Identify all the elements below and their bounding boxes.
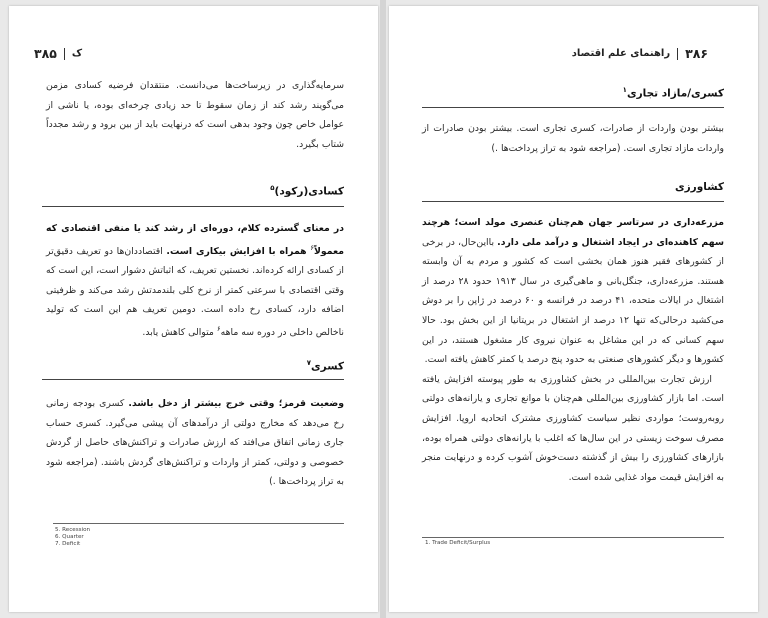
page-gutter <box>380 0 386 618</box>
page-number: ۳۸۶ <box>685 46 708 61</box>
heading-deficit: کسری$^۷$ <box>306 359 344 373</box>
left-page-header <box>34 46 82 61</box>
footnote-rule <box>53 523 344 524</box>
footnote: 1. Trade Deficit/Surplus <box>425 540 491 546</box>
footnote: 5. Recession <box>55 527 91 533</box>
intro-paragraph: سرمایه‌گذاری در زیرساخت‌ها می‌دانست. منتقدان فرضیه کسادی مزمن می‌گویند رشد کند از زمان سقوط تا حد زیادی چرخه‌ای بوده، یا ناشی از عوامل خاص چون وجود بدهی است که درنهایت باید از بین برود و رشد مجدداً شتاب بگیرد. <box>46 80 344 150</box>
trade-paragraph: بیشتر بودن واردات از صادرات، کسری تجاری است. بیشتر بودن صادرات از واردات مازاد تجاری است. (مراجعه شود به تراز پرداخت‌ها .) <box>422 123 724 154</box>
recession-paragraph: در معنای گسترده کلام، دوره‌ای از رشد کند یا منفی اقتصادی که معمولاً$^۶$ همراه با افزایش بیکاری است. اقتصاددان‌ها دو تعریف دقیق‌تر از کسادی ارائه کرده‌اند. نخستین تعریف، که اثباتش دشوار است، این است که وقتی اقتصادی با سرعتی کمتر از نرخ کلی بلندمدتش رشد می‌کند و ظرفیتی اضافه دارد، کسادی رخ داده است. دومین تعریف هم این است که تولید ناخالص داخلی در دوره سه ماهه$^۶$ متوالی کاهش یابد. <box>46 223 344 339</box>
deficit-paragraph: وضعیت قرمز؛ وقتی خرج بیشتر از دخل باشد. کسری بودجه زمانی رخ می‌دهد که مخارج دولتی از درآمدهای آن پیشی می‌گیرد. کسری حساب جاری زمانی اتفاق می‌افتد که ارزش صادرات و تراکنش‌های حاصل از گردش خصوصی و دولتی، کمتر از واردات و تراکنش‌های گردش باشند. (مراجعه شود به تراز پرداخت‌ها .) <box>46 398 344 488</box>
section-divider <box>42 379 344 380</box>
agriculture-paragraph: مزرعه‌داری در سرتاسر جهان هم‌چنان عنصری مولد است؛ هرچند سهم کاهنده‌ای در ایجاد اشتغال و درآمد ملی دارد. بااین‌حال، در برخی از کشورهای فقیر هنوز همان بخشی است که کشور و مردم به آن وابسته هستند. مزرعه‌داری، جنگل‌بانی و ماهی‌گیری در سال ۱۹۱۳ حدود ۲۸ درصد از اشتغال در ایالات متحده، ۴۱ درصد در فرانسه و ۶۰ درصد در ژاپن را بر دوش می‌کشید درحالی‌که تنها ۱۲ درصد از اشتغال در بریتانیا از این بخش بود. حالا سهم کسانی که در این مشاغل به عنوان نیروی کار مشغول هستند، در این کشورها و دیگر کشورهای صنعتی به حدود پنج درصد یا کمتر کاهش یافته است. ارزش تجارت بین‌المللی در بخش کشاورزی به طور پیوسته افزایش یافته است. اما بازار کشاورزی بین‌المللی هم‌چنان با موانع تجاری و یارانه‌های دولتی روبه‌روست؛ مواردی نظیر سیاست کشاورزی مشترک اتحادیه اروپا. افزایش مصرف سوخت زیستی در این سال‌ها که اغلب با یارانه‌های دولتی همراه بوده، بازارهای کشاورزی را بیش از گذشته دست‌خوش آشوب کرده و درنهایت منجر به افزایش قیمت مواد غذایی شده است. <box>422 217 725 483</box>
header-separator <box>64 48 65 60</box>
left-page <box>9 6 378 612</box>
footnotes <box>425 540 490 547</box>
heading-trade-deficit: کسری/مازاد تجاری$^۱$ <box>622 86 724 100</box>
footnote: 7. Deficit <box>55 541 81 547</box>
running-title: ک <box>71 48 83 59</box>
right-page-header <box>572 46 708 61</box>
section-divider <box>422 201 724 202</box>
section-divider <box>422 107 724 108</box>
header-separator <box>677 48 678 60</box>
footnote: 6. Quarter <box>55 534 84 540</box>
heading-agriculture: کشاورزی <box>675 181 724 193</box>
page-number: ۳۸۵ <box>34 46 57 61</box>
section-divider <box>42 206 344 207</box>
footnote-rule <box>422 537 724 538</box>
heading-recession: کسادی(رکود)$^۵$ <box>270 184 344 198</box>
right-page <box>389 6 758 612</box>
running-title: راهنمای علم اقتصاد <box>571 48 671 59</box>
footnotes <box>55 527 90 548</box>
